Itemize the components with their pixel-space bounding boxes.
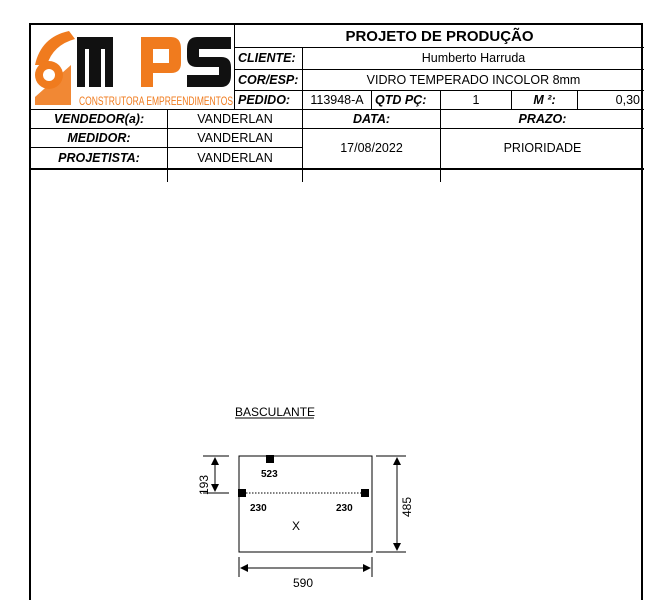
cliente-value: Humberto Harruda: [421, 51, 526, 66]
cor-value: VIDRO TEMPERADO INCOLOR 8mm: [366, 72, 581, 87]
cor-label: COR/ESP:: [238, 72, 299, 87]
pedido-label: PEDIDO:: [238, 92, 291, 107]
m2-value: 0,30: [615, 92, 640, 107]
sheet-title: PROJETO DE PRODUÇÃO: [345, 27, 534, 45]
drawing-title: BASCULANTE: [235, 405, 316, 419]
medidor-label: MEDIDOR:: [67, 130, 131, 145]
dim-width-label: 590: [293, 576, 314, 590]
vendedor-label: VENDEDOR(a):: [53, 111, 145, 126]
dim-height-label: 485: [400, 496, 414, 517]
hole-top-label: 523: [261, 469, 278, 480]
m2-label: M ²:: [533, 92, 556, 107]
dim-left-label: 193: [197, 474, 211, 495]
hole-right: [361, 489, 369, 497]
projetista-value: VANDERLAN: [197, 150, 273, 165]
center-mark: X: [292, 519, 301, 533]
prazo-label: PRAZO:: [518, 111, 567, 126]
cliente-label: CLIENTE:: [238, 51, 296, 66]
vendedor-value: VANDERLAN: [197, 111, 273, 126]
qtd-label: QTD PÇ:: [375, 92, 427, 107]
hole-left: [238, 489, 246, 497]
logo-tagline: CONSTRUTORA EMPREENDIMENTOS: [79, 94, 233, 108]
projetista-label: PROJETISTA:: [58, 150, 140, 165]
qtd-value: 1: [472, 92, 480, 107]
data-label: DATA:: [352, 111, 391, 126]
glass-drawing: [31, 25, 643, 602]
hole-left-label: 230: [250, 503, 267, 514]
pedido-value: 113948-A: [310, 92, 364, 107]
hole-right-label: 230: [336, 503, 353, 514]
hole-top: [266, 455, 274, 463]
data-value: 17/08/2022: [340, 141, 403, 156]
medidor-value: VANDERLAN: [197, 130, 273, 145]
prazo-value: PRIORIDADE: [503, 141, 582, 156]
production-sheet: [29, 23, 643, 600]
